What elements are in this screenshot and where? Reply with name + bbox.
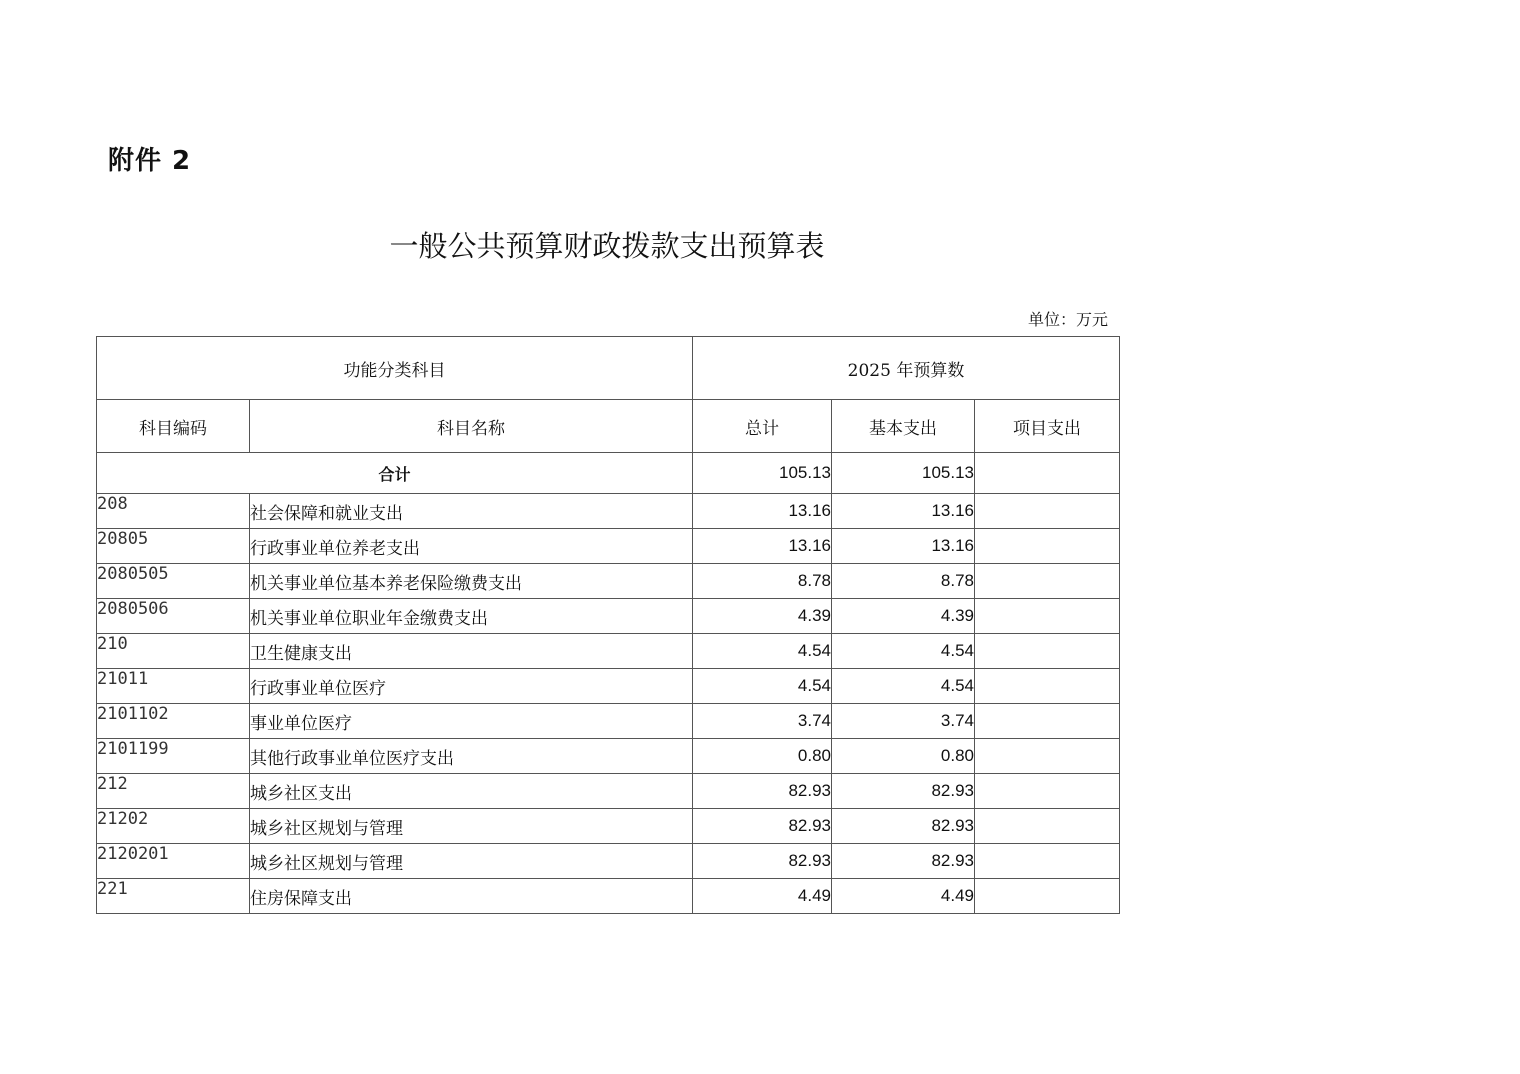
row-name: 行政事业单位养老支出 xyxy=(250,529,693,564)
total-row xyxy=(97,453,1120,494)
header-row-group xyxy=(97,337,1120,400)
unit-label: 单位：万元 xyxy=(1027,310,1108,329)
row-code: 2101102 xyxy=(97,704,250,739)
row-code: 208 xyxy=(97,494,250,529)
row-project xyxy=(975,809,1120,844)
table-row xyxy=(97,774,1120,809)
table-row xyxy=(97,809,1120,844)
row-code: 20805 xyxy=(97,529,250,564)
header-basic: 基本支出 xyxy=(832,400,975,453)
row-name: 城乡社区规划与管理 xyxy=(250,844,693,879)
row-code: 212 xyxy=(97,774,250,809)
header-subject-group: 功能分类科目 xyxy=(97,337,693,400)
row-total: 3.74 xyxy=(693,704,832,739)
row-total: 13.16 xyxy=(693,529,832,564)
row-basic: 8.78 xyxy=(832,564,975,599)
row-name: 社会保障和就业支出 xyxy=(250,494,693,529)
row-project xyxy=(975,669,1120,704)
row-code: 2101199 xyxy=(97,739,250,774)
row-name: 城乡社区支出 xyxy=(250,774,693,809)
row-name: 城乡社区规划与管理 xyxy=(250,809,693,844)
row-basic: 3.74 xyxy=(832,704,975,739)
row-name: 机关事业单位职业年金缴费支出 xyxy=(250,599,693,634)
table-row xyxy=(97,739,1120,774)
row-basic: 82.93 xyxy=(832,809,975,844)
row-project xyxy=(975,634,1120,669)
total-total: 105.13 xyxy=(693,453,832,494)
row-total: 13.16 xyxy=(693,494,832,529)
row-total: 4.39 xyxy=(693,599,832,634)
table-row xyxy=(97,669,1120,704)
row-code: 221 xyxy=(97,879,250,914)
row-project xyxy=(975,494,1120,529)
table-row xyxy=(97,634,1120,669)
row-total: 82.93 xyxy=(693,844,832,879)
row-project xyxy=(975,599,1120,634)
row-project xyxy=(975,739,1120,774)
row-total: 82.93 xyxy=(693,809,832,844)
row-project xyxy=(975,879,1120,914)
row-code: 2120201 xyxy=(97,844,250,879)
row-basic: 4.39 xyxy=(832,599,975,634)
total-label: 合计 xyxy=(97,453,693,494)
row-code: 21202 xyxy=(97,809,250,844)
row-basic: 4.49 xyxy=(832,879,975,914)
table-row xyxy=(97,704,1120,739)
total-project xyxy=(975,453,1120,494)
budget-table xyxy=(96,336,1120,914)
row-name: 住房保障支出 xyxy=(250,879,693,914)
row-code: 210 xyxy=(97,634,250,669)
row-code: 2080505 xyxy=(97,564,250,599)
row-project xyxy=(975,529,1120,564)
header-row-columns xyxy=(97,400,1120,453)
row-project xyxy=(975,704,1120,739)
header-project: 项目支出 xyxy=(975,400,1120,453)
row-total: 82.93 xyxy=(693,774,832,809)
row-basic: 13.16 xyxy=(832,529,975,564)
header-budget-group: 2025 年预算数 xyxy=(693,337,1120,400)
row-name: 行政事业单位医疗 xyxy=(250,669,693,704)
row-total: 4.54 xyxy=(693,634,832,669)
row-total: 4.49 xyxy=(693,879,832,914)
header-name: 科目名称 xyxy=(250,400,693,453)
row-basic: 4.54 xyxy=(832,634,975,669)
row-basic: 0.80 xyxy=(832,739,975,774)
row-project xyxy=(975,774,1120,809)
row-name: 卫生健康支出 xyxy=(250,634,693,669)
table-row xyxy=(97,599,1120,634)
row-basic: 82.93 xyxy=(832,844,975,879)
row-total: 4.54 xyxy=(693,669,832,704)
header-total: 总计 xyxy=(693,400,832,453)
header-code: 科目编码 xyxy=(97,400,250,453)
row-name: 其他行政事业单位医疗支出 xyxy=(250,739,693,774)
row-project xyxy=(975,844,1120,879)
table-row xyxy=(97,494,1120,529)
row-name: 机关事业单位基本养老保险缴费支出 xyxy=(250,564,693,599)
row-total: 8.78 xyxy=(693,564,832,599)
row-code: 2080506 xyxy=(97,599,250,634)
row-basic: 4.54 xyxy=(832,669,975,704)
row-name: 事业单位医疗 xyxy=(250,704,693,739)
table-row xyxy=(97,844,1120,879)
total-basic: 105.13 xyxy=(832,453,975,494)
table-row xyxy=(97,879,1120,914)
row-basic: 82.93 xyxy=(832,774,975,809)
attachment-label: 附件 2 xyxy=(108,146,192,176)
table-row xyxy=(97,529,1120,564)
row-code: 21011 xyxy=(97,669,250,704)
row-project xyxy=(975,564,1120,599)
row-basic: 13.16 xyxy=(832,494,975,529)
row-total: 0.80 xyxy=(693,739,832,774)
document-title: 一般公共预算财政拨款支出预算表 xyxy=(389,229,825,263)
table-row xyxy=(97,564,1120,599)
